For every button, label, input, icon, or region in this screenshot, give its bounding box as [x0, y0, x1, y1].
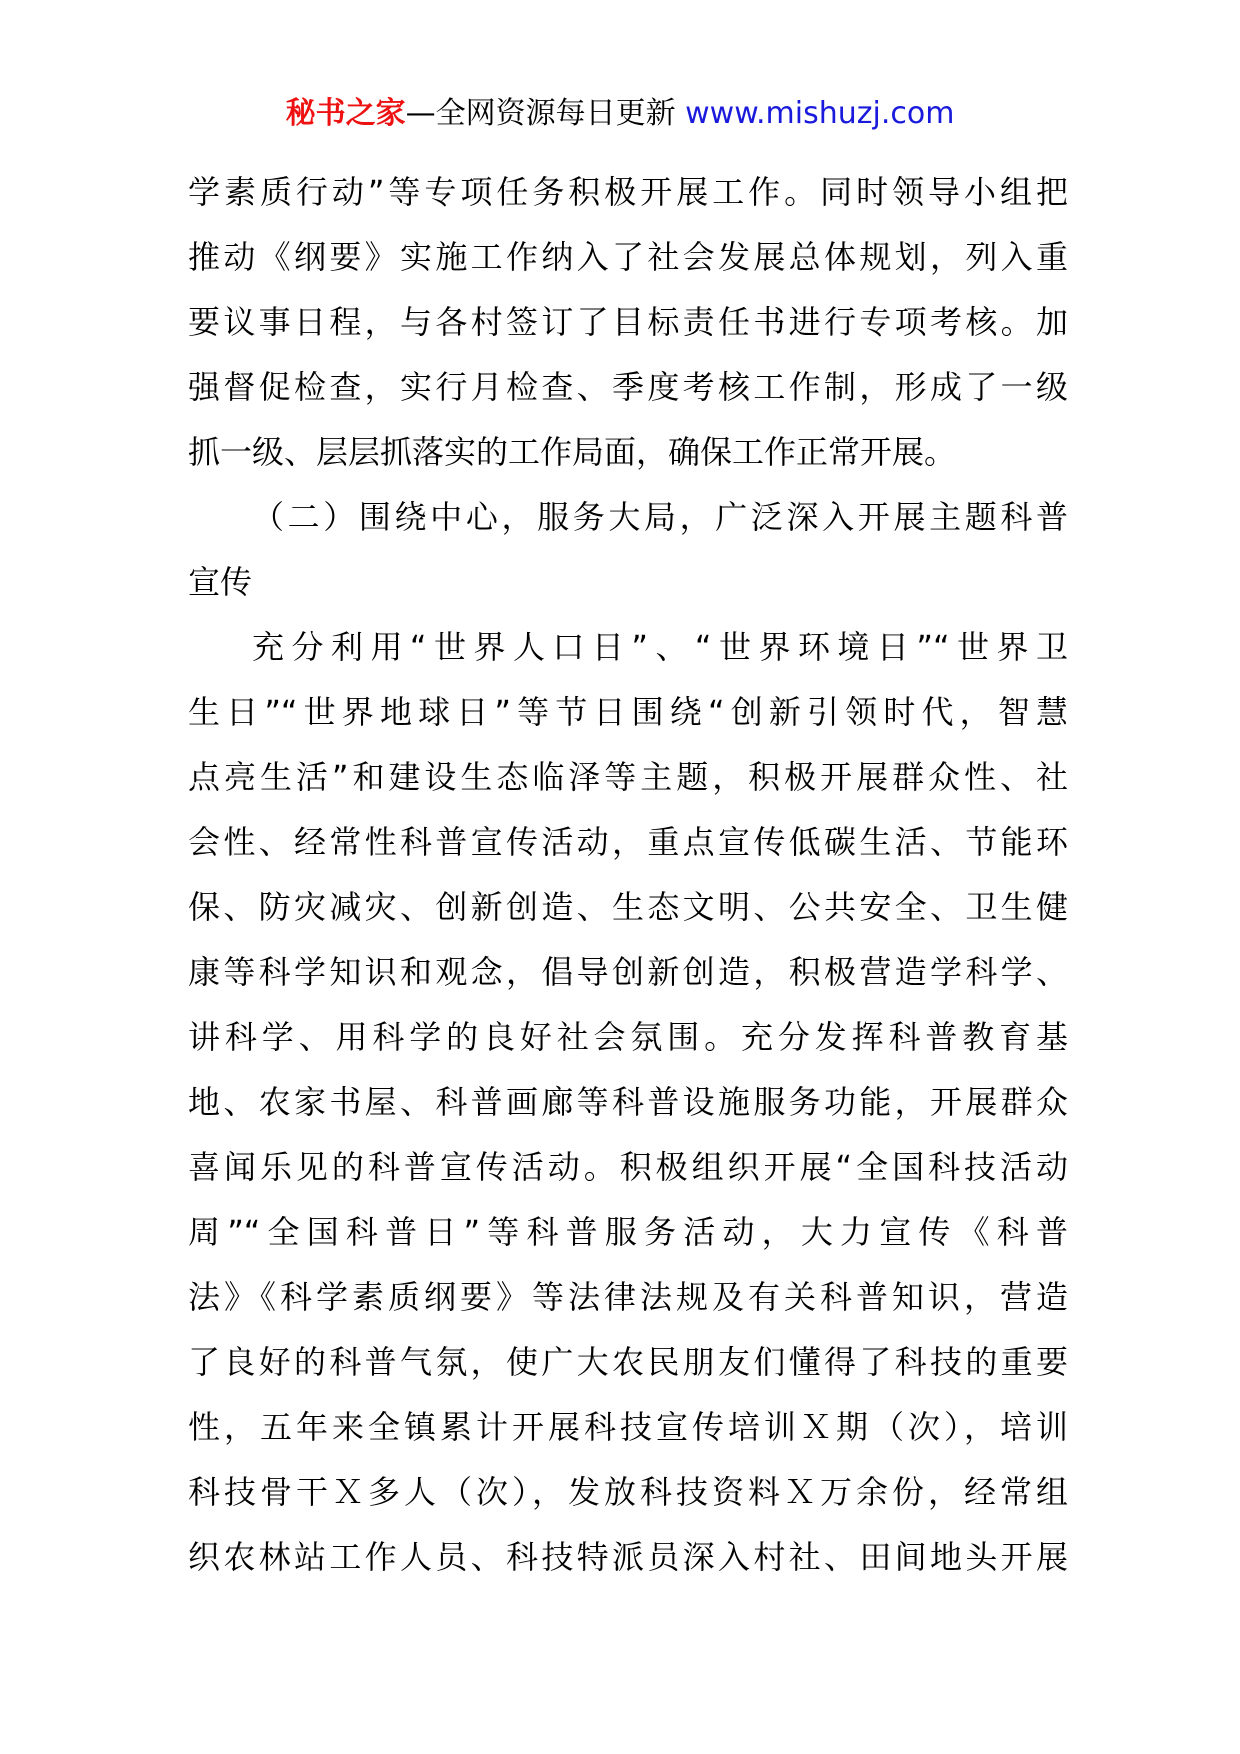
- paragraph-line: 地、农家书屋、科普画廊等科普设施服务功能，开展群众: [188, 1083, 1068, 1121]
- paragraph-line: 保、防灾减灾、创新创造、生态文明、公共安全、卫生健: [188, 888, 1068, 926]
- site-tagline: —全网资源每日更新: [405, 96, 676, 131]
- site-header: [0, 94, 1240, 134]
- paragraph-line: 推动《纲要》实施工作纳入了社会发展总体规划，列入重: [188, 238, 1068, 276]
- paragraph-line: 强督促检查，实行月检查、季度考核工作制，形成了一级: [188, 368, 1068, 406]
- site-brand: 秘书之家: [285, 96, 406, 131]
- paragraph-line: 法》《科学素质纲要》等法律法规及有关科普知识，营造: [188, 1278, 1068, 1316]
- paragraph-line: 周”“全国科普日”等科普服务活动，大力宣传《科普: [188, 1213, 1068, 1251]
- paragraph-line: 科技骨干Ｘ多人（次），发放科技资料Ｘ万余份，经常组: [188, 1473, 1068, 1511]
- paragraph-line: 生日”“世界地球日”等节日围绕“创新引领时代，智慧: [188, 693, 1068, 731]
- paragraph-line: 讲科学、用科学的良好社会氛围。充分发挥科普教育基: [188, 1018, 1068, 1056]
- paragraph-line: 织农林站工作人员、科技特派员深入村社、田间地头开展: [188, 1538, 1068, 1576]
- paragraph-line: 了良好的科普气氛，使广大农民朋友们懂得了科技的重要: [188, 1343, 1068, 1381]
- section-heading-line: （二）围绕中心，服务大局，广泛深入开展主题科普: [252, 498, 1068, 536]
- paragraph-line: 会性、经常性科普宣传活动，重点宣传低碳生活、节能环: [188, 823, 1068, 861]
- paragraph-line: 要议事日程，与各村签订了目标责任书进行专项考核。加: [188, 303, 1068, 341]
- site-url-link[interactable]: www.mishuzj.com: [685, 96, 955, 131]
- section-heading-line: 宣传: [188, 563, 253, 601]
- paragraph-line: 学素质行动”等专项任务积极开展工作。同时领导小组把: [188, 173, 1068, 211]
- paragraph-line: 性，五年来全镇累计开展科技宣传培训Ｘ期（次），培训: [188, 1408, 1068, 1446]
- paragraph-line: 点亮生活”和建设生态临泽等主题，积极开展群众性、社: [188, 758, 1068, 796]
- paragraph-line: 喜闻乐见的科普宣传活动。积极组织开展“全国科技活动: [188, 1148, 1068, 1186]
- paragraph-line: 抓一级、层层抓落实的工作局面，确保工作正常开展。: [188, 433, 957, 471]
- document-body: [188, 160, 1068, 1590]
- paragraph-line: 康等科学知识和观念，倡导创新创造，积极营造学科学、: [188, 953, 1068, 991]
- paragraph-line: 充分利用“世界人口日”、“世界环境日”“世界卫: [252, 628, 1068, 666]
